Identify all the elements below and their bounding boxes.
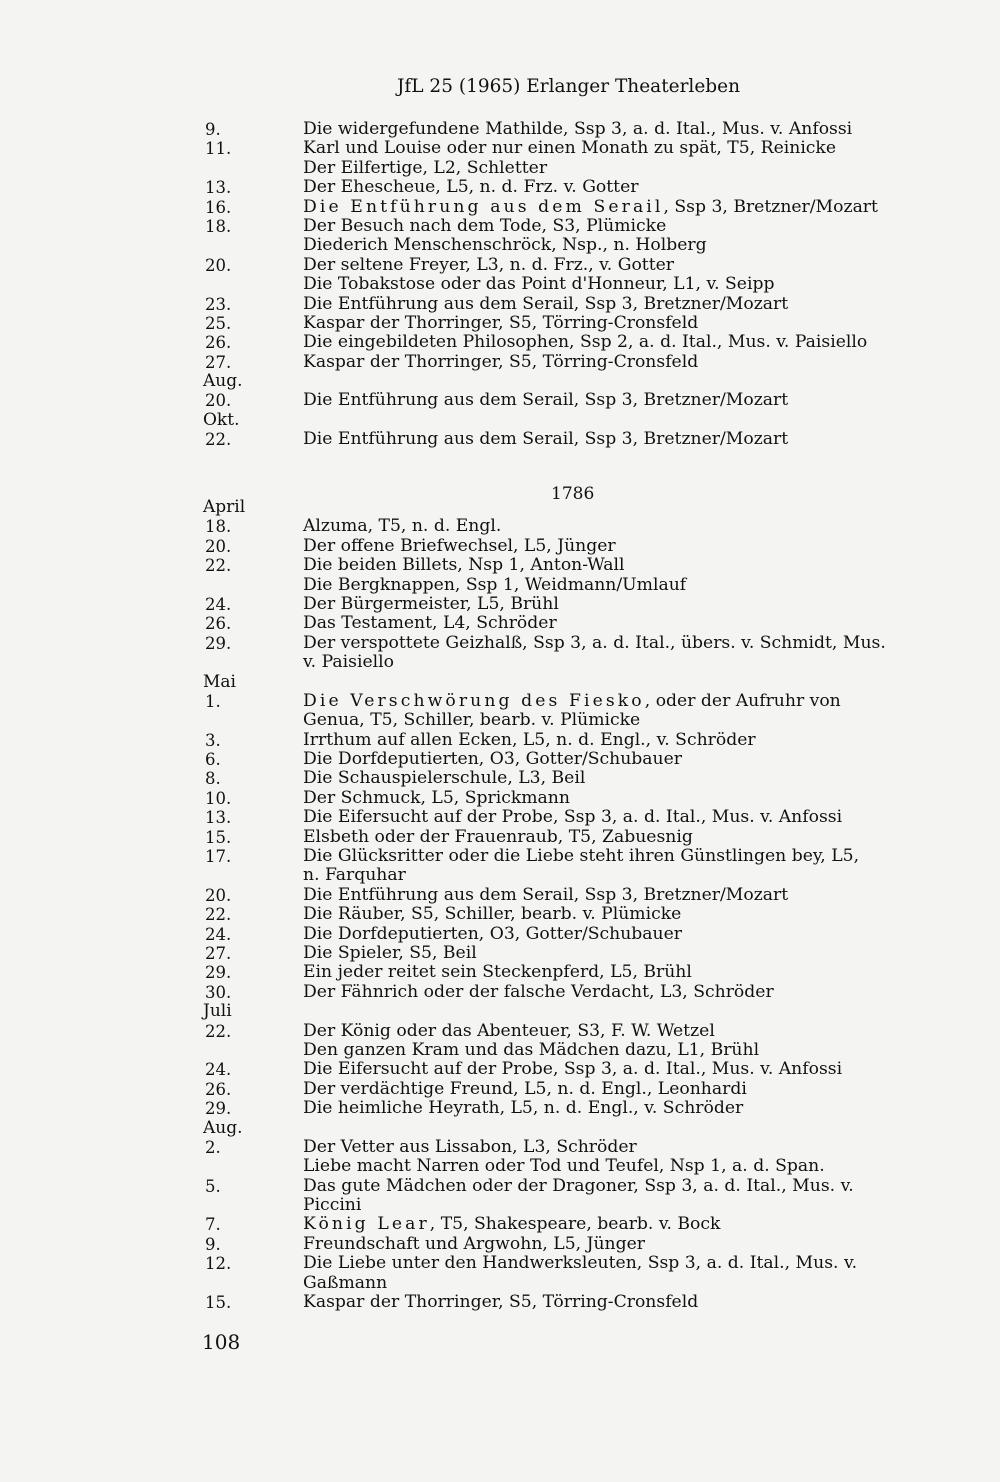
entry-title — [303, 120, 943, 139]
list-item — [0, 731, 1000, 750]
list-item — [0, 1177, 1000, 1196]
entry-text: Piccini — [303, 1195, 362, 1216]
list-item — [0, 295, 1000, 314]
list-item — [0, 556, 1000, 575]
entry-text: Die Räuber, S5, Schiller, bearb. v. Plümicke — [303, 904, 682, 925]
entry-date: 22. — [205, 430, 232, 450]
entry-date: 27. — [205, 943, 232, 963]
entry-title — [303, 1215, 943, 1234]
month-heading-row — [0, 498, 1000, 517]
entry-date: 17. — [205, 847, 232, 867]
entry-text: Die beiden Billets, Nsp 1, Anton-Wall — [303, 555, 625, 576]
month-label: Aug. — [203, 1117, 243, 1138]
entry-title — [303, 1157, 943, 1176]
entry-date: 13. — [205, 808, 232, 828]
entry-title — [303, 692, 943, 711]
entry-text: Der offene Briefwechsel, L5, Jünger — [303, 535, 616, 556]
entry-title — [303, 353, 943, 372]
list-item — [0, 256, 1000, 275]
entry-text: Das Testament, L4, Schröder — [303, 613, 557, 634]
entry-title — [303, 1254, 943, 1273]
entry-date: 26. — [205, 1079, 232, 1099]
entry-date: 9. — [205, 120, 221, 139]
list-item — [0, 537, 1000, 556]
entry-text: Die Eifersucht auf der Probe, Ssp 3, a. d. Ital., Mus. v. Anfossi — [303, 807, 843, 828]
year-heading: 1786 — [551, 484, 595, 504]
entry-date: 2. — [205, 1137, 221, 1157]
entry-date: 26. — [205, 333, 232, 353]
list-item — [0, 634, 1000, 653]
entry-title — [303, 808, 943, 827]
page-number: 108 — [202, 1330, 241, 1354]
entry-text: Die Dorfdeputierten, O3, Gotter/Schubauer — [303, 923, 682, 944]
entry-text: Die Bergknappen, Ssp 1, Weidmann/Umlauf — [303, 574, 687, 595]
entry-title — [303, 1235, 943, 1254]
list-item — [0, 808, 1000, 827]
entry-date: 3. — [205, 730, 221, 750]
list-item — [0, 653, 1000, 672]
list-item — [0, 1138, 1000, 1157]
entry-date: 6. — [205, 750, 221, 770]
list-item — [0, 1060, 1000, 1079]
entry-title — [303, 217, 943, 236]
entry-date: 10. — [205, 788, 232, 808]
entry-title — [303, 769, 943, 788]
entry-text: Ein jeder reitet sein Steckenpferd, L5, Brühl — [303, 962, 692, 983]
entry-text: Die eingebildeten Philosophen, Ssp 2, a. d. Ital., Mus. v. Paisiello — [303, 332, 868, 353]
entry-text: Der Vetter aus Lissabon, L3, Schröder — [303, 1136, 637, 1157]
list-item — [0, 391, 1000, 410]
entry-text: Die Liebe unter den Handwerksleuten, Ssp 3, a. d. Ital., Mus. v. — [303, 1253, 858, 1274]
list-item — [0, 595, 1000, 614]
entry-title — [303, 731, 943, 750]
entry-title — [303, 847, 943, 866]
performance-list-1785 — [0, 120, 1000, 450]
entry-text: Der König oder das Abenteuer, S3, F. W. Wetzel — [303, 1020, 715, 1041]
entry-date: 20. — [205, 391, 232, 411]
entry-text: Die Schauspielerschule, L3, Beil — [303, 768, 586, 789]
entry-text: Die Entführung aus dem Serail, Ssp 3, Bretzner/Mozart — [303, 390, 789, 411]
entry-date: 20. — [205, 885, 232, 905]
entry-title — [303, 963, 943, 982]
entry-title — [303, 1196, 943, 1215]
entry-date: 25. — [205, 313, 232, 333]
list-item — [0, 1215, 1000, 1234]
entry-title — [303, 789, 943, 808]
list-item — [0, 1235, 1000, 1254]
list-item — [0, 217, 1000, 236]
list-item — [0, 1196, 1000, 1215]
entry-date: 22. — [205, 905, 232, 925]
emphasized-title: König Lear — [303, 1214, 430, 1235]
entry-title — [303, 576, 943, 595]
entry-date: 30. — [205, 982, 232, 1002]
entry-text: Der seltene Freyer, L3, n. d. Frz., v. Gotter — [303, 254, 675, 275]
entry-text: Die Glücksritter oder die Liebe steht ihren Günstlingen bey, L5, — [303, 846, 860, 867]
entry-text: Die Dorfdeputierten, O3, Gotter/Schubauer — [303, 749, 682, 770]
entry-title — [303, 866, 943, 885]
entry-title — [303, 139, 943, 158]
entry-date: 12. — [205, 1254, 232, 1274]
list-item — [0, 236, 1000, 255]
list-item — [0, 1080, 1000, 1099]
month-heading-row — [0, 372, 1000, 391]
month-label: Aug. — [203, 371, 243, 392]
entry-text: Der Ehescheue, L5, n. d. Frz. v. Gotter — [303, 177, 639, 198]
entry-title — [303, 711, 943, 730]
entry-text: , oder der Aufruhr von — [644, 690, 841, 711]
list-item — [0, 1254, 1000, 1273]
list-item — [0, 1157, 1000, 1176]
entry-title — [303, 1060, 943, 1079]
entry-date: 15. — [205, 1293, 232, 1313]
list-item — [0, 963, 1000, 982]
list-item — [0, 178, 1000, 197]
entry-text: Die Spieler, S5, Beil — [303, 942, 477, 963]
entry-date: 22. — [205, 1021, 232, 1041]
entry-text: Karl und Louise oder nur einen Monath zu spät, T5, Reinicke — [303, 138, 837, 159]
entry-date: 18. — [205, 517, 232, 537]
entry-text: Diederich Menschenschröck, Nsp., n. Holberg — [303, 235, 707, 256]
entry-title — [303, 1080, 943, 1099]
list-item — [0, 576, 1000, 595]
list-item — [0, 614, 1000, 633]
month-heading-row — [0, 1119, 1000, 1138]
list-item — [0, 711, 1000, 730]
entry-text: Der Schmuck, L5, Sprickmann — [303, 787, 570, 808]
entry-text: Der Eilfertige, L2, Schletter — [303, 157, 548, 178]
performance-list-1786 — [0, 498, 1000, 1312]
entry-title — [303, 1177, 943, 1196]
entry-text: Die Entführung aus dem Serail, Ssp 3, Bretzner/Mozart — [303, 293, 789, 314]
entry-text: Kaspar der Thorringer, S5, Törring-Cronsfeld — [303, 1292, 699, 1313]
entry-date: 1. — [205, 691, 221, 711]
entry-text: Elsbeth oder der Frauenraub, T5, Zabuesnig — [303, 826, 693, 847]
entry-date: 15. — [205, 827, 232, 847]
entry-text: n. Farquhar — [303, 865, 406, 886]
entry-title — [303, 634, 943, 653]
entry-title — [303, 595, 943, 614]
entry-title — [303, 314, 943, 333]
entry-title — [303, 614, 943, 633]
entry-title — [303, 1274, 943, 1293]
entry-title — [303, 1099, 943, 1118]
entry-date: 23. — [205, 294, 232, 314]
entry-text: Alzuma, T5, n. d. Engl. — [303, 516, 502, 537]
list-item — [0, 1274, 1000, 1293]
list-item — [0, 353, 1000, 372]
entry-title — [303, 178, 943, 197]
list-item — [0, 314, 1000, 333]
emphasized-title: Die Entführung aus dem Serail — [303, 196, 664, 217]
entry-date: 24. — [205, 594, 232, 614]
entry-date: 27. — [205, 352, 232, 372]
entry-title — [303, 983, 943, 1002]
entry-text: Der Besuch nach dem Tode, S3, Plümicke — [303, 215, 667, 236]
entry-title — [303, 198, 943, 217]
list-item — [0, 1099, 1000, 1118]
list-item — [0, 1022, 1000, 1041]
entry-title — [303, 1138, 943, 1157]
entry-title — [303, 256, 943, 275]
entry-title — [303, 750, 943, 769]
entry-title — [303, 905, 943, 924]
entry-title — [303, 1293, 943, 1312]
list-item — [0, 275, 1000, 294]
entry-title — [303, 944, 943, 963]
list-item — [0, 886, 1000, 905]
entry-text: Der Bürgermeister, L5, Brühl — [303, 593, 559, 614]
entry-text: Die heimliche Heyrath, L5, n. d. Engl., v. Schröder — [303, 1098, 744, 1119]
entry-title — [303, 517, 943, 536]
entry-date: 26. — [205, 614, 232, 634]
entry-text: Den ganzen Kram und das Mädchen dazu, L1, Brühl — [303, 1039, 760, 1060]
entry-title — [303, 925, 943, 944]
entry-text: Die Entführung aus dem Serail, Ssp 3, Bretzner/Mozart — [303, 884, 789, 905]
entry-date: 5. — [205, 1176, 221, 1196]
entry-date: 13. — [205, 178, 232, 198]
entry-date: 29. — [205, 963, 232, 983]
entry-text: Die Tobakstose oder das Point d'Honneur, L1, v. Seipp — [303, 274, 775, 295]
list-item — [0, 847, 1000, 866]
entry-date: 11. — [205, 139, 232, 159]
list-item — [0, 1041, 1000, 1060]
entry-text: Genua, T5, Schiller, bearb. v. Plümicke — [303, 710, 641, 731]
list-item — [0, 789, 1000, 808]
entry-title — [303, 886, 943, 905]
entry-title — [303, 653, 943, 672]
entry-title — [303, 159, 943, 178]
entry-text: Kaspar der Thorringer, S5, Törring-Cronsfeld — [303, 312, 699, 333]
month-heading-row — [0, 1002, 1000, 1021]
entry-title — [303, 1022, 943, 1041]
entry-date: 18. — [205, 216, 232, 236]
entry-title — [303, 391, 943, 410]
entry-text: Die widergefundene Mathilde, Ssp 3, a. d. Ital., Mus. v. Anfossi — [303, 119, 853, 139]
list-item — [0, 430, 1000, 449]
list-item — [0, 750, 1000, 769]
entry-title — [303, 828, 943, 847]
entry-title — [303, 1041, 943, 1060]
month-heading-row — [0, 411, 1000, 430]
entry-date: 9. — [205, 1234, 221, 1254]
entry-text: Irrthum auf allen Ecken, L5, n. d. Engl., v. Schröder — [303, 729, 756, 750]
entry-date: 16. — [205, 197, 232, 217]
list-item — [0, 1293, 1000, 1312]
entry-text: Gaßmann — [303, 1272, 388, 1293]
list-item — [0, 159, 1000, 178]
month-label: Mai — [203, 671, 236, 692]
entry-date: 24. — [205, 1060, 232, 1080]
entry-title — [303, 556, 943, 575]
entry-text: v. Paisiello — [303, 652, 394, 673]
entry-text: , T5, Shakespeare, bearb. v. Bock — [429, 1214, 721, 1235]
list-item — [0, 925, 1000, 944]
entry-text: Der Fähnrich oder der falsche Verdacht, L3, Schröder — [303, 981, 774, 1002]
month-label: Juli — [203, 1001, 232, 1022]
entry-title — [303, 537, 943, 556]
entry-date: 7. — [205, 1215, 221, 1235]
entry-date: 24. — [205, 924, 232, 944]
entry-text: Der verspottete Geizhalß, Ssp 3, a. d. Ital., übers. v. Schmidt, Mus. — [303, 632, 886, 653]
entry-text: Der verdächtige Freund, L5, n. d. Engl., Leonhardi — [303, 1078, 747, 1099]
entry-title — [303, 295, 943, 314]
running-header: JfL 25 (1965) Erlanger Theaterleben — [397, 76, 740, 97]
list-item — [0, 517, 1000, 536]
entry-text: Die Entführung aus dem Serail, Ssp 3, Bretzner/Mozart — [303, 429, 789, 450]
entry-date: 22. — [205, 556, 232, 576]
list-item — [0, 120, 1000, 139]
entry-date: 20. — [205, 255, 232, 275]
list-item — [0, 905, 1000, 924]
month-label: April — [203, 497, 246, 517]
entry-text: Die Eifersucht auf der Probe, Ssp 3, a. d. Ital., Mus. v. Anfossi — [303, 1059, 843, 1080]
entry-date: 8. — [205, 769, 221, 789]
entry-title — [303, 236, 943, 255]
list-item — [0, 692, 1000, 711]
entry-text: , Ssp 3, Bretzner/Mozart — [663, 196, 878, 217]
list-item — [0, 866, 1000, 885]
entry-text: Kaspar der Thorringer, S5, Törring-Cronsfeld — [303, 351, 699, 372]
month-heading-row — [0, 673, 1000, 692]
list-item — [0, 769, 1000, 788]
list-item — [0, 139, 1000, 158]
month-label: Okt. — [203, 409, 240, 430]
entry-text: Liebe macht Narren oder Tod und Teufel, Nsp 1, a. d. Span. — [303, 1156, 825, 1177]
list-item — [0, 983, 1000, 1002]
entry-text: Freundschaft und Argwohn, L5, Jünger — [303, 1233, 646, 1254]
list-item — [0, 944, 1000, 963]
list-item — [0, 333, 1000, 352]
list-item — [0, 198, 1000, 217]
entry-text: Das gute Mädchen oder der Dragoner, Ssp 3, a. d. Ital., Mus. v. — [303, 1175, 854, 1196]
entry-date: 29. — [205, 633, 232, 653]
entry-title — [303, 333, 943, 352]
entry-date: 29. — [205, 1099, 232, 1119]
entry-date: 20. — [205, 536, 232, 556]
entry-title — [303, 275, 943, 294]
entry-title — [303, 430, 943, 449]
list-item — [0, 828, 1000, 847]
emphasized-title: Die Verschwörung des Fiesko — [303, 690, 645, 711]
